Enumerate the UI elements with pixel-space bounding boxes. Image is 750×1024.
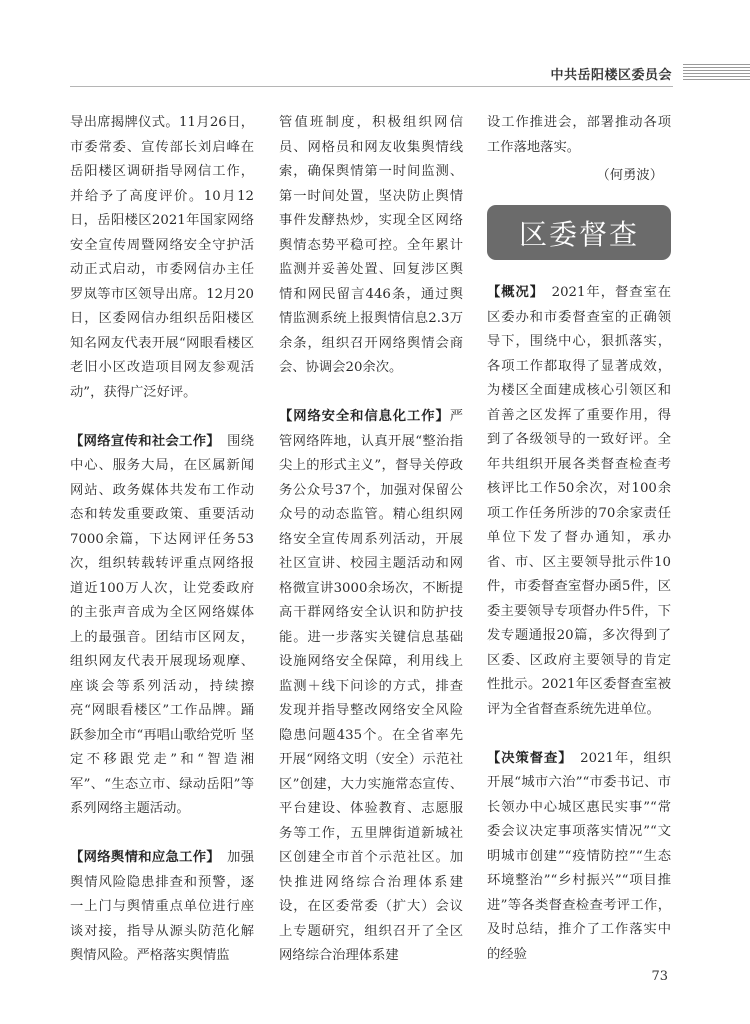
column-3-top — [487, 111, 671, 189]
section-tag: 【网络安全和信息化工作】 — [279, 409, 450, 424]
section-tag: 【决策督查】 — [487, 750, 566, 766]
paragraph-network-security: 【网络安全和信息化工作】严管网络阵地，认真开展“整治指尖上的形式主义”，督导关停政务公众号37个，加强对保留公众号的动态监管。精心组织网络安全宣传周系列活动，开展社区宣讲、校园主题活动和网格微宣讲3000余场次，不断提高干群网络安全认识和防护技能。进一步落实关键信息基础设施网络安全保障，利用线上监测＋线下问诊的方式，排查发现并指导整改网络安全风险隐患问题435个。在全省率先开展“网络文明（安全）示范社区”创建，大力实施常态宣传、平台建设、体验教育、志愿服务等工作，五里牌街道新城社区创建全市首个示范社区。加快推进网络综合治理体系建设，在区委常委（扩大）会议上专题研究，组织召开了全区网络综合治理体系建 — [279, 409, 463, 963]
column-2 — [279, 111, 463, 969]
paragraph-overview: 【概况】 2021年，督查室在区委办和市委督查室的正确领导下，围绕中心，狠抓落实，各项工作都取得了显著成效，为楼区全面建成核心引领区和首善之区发挥了重要作用，得到了各级领导的一致好评。全年共组织开展各类督查检查考核评比工作50余次，对100余项工作任务所涉的70余家责任单位下发了督办通知，承办省、市、区主要领导批示件10件，市委督查室督办函5件，区委主要领导专项督办件5件，下发专题通报20篇，多次得到了区委、区政府主要领导的肯定性批示。2021年区委督查室被评为全省督查系统先进单位。 — [487, 285, 672, 717]
paragraph: 设工作推进会，部署推动各项工作落地落实。 — [487, 115, 671, 155]
page-number: 73 — [651, 969, 668, 984]
paragraph-network-publicity: 【网络宣传和社会工作】 围绕中心、服务大局，在区属新闻网站、政务媒体共发布工作动态和转发重要政策、重要活动7000余篇，下达网评任务53次，组织转载转评重点网络报道近100万人次，让党委政府的主张声音成为全区网络媒体上的最强音。团结市区网友，组织网友代表开展现场观摩、座谈会等系列活动，持续擦亮“网眼看楼区”工作品牌。踊跃参加全市“再唱山歌给党听 坚定不移跟党走”和“智造湘军”、“生态立市、绿动岳阳”等系列网络主题活动。 — [70, 433, 255, 816]
paragraph: 导出席揭牌仪式。11月26日，市委常委、宣传部长刘启峰在岳阳楼区调研指导网信工作，并给予了高度评价。10月12日，岳阳楼区2021年国家网络安全宣传周暨网络安全守护活动正式启动，市委网信办主任罗岚等市区领导出席。12月20日，区委网信办组织岳阳楼区知名网友代表开展“网眼看楼区老旧小区改造项目网友参观活动”，获得广泛好评。 — [70, 115, 254, 400]
section-tag: 【网络舆情和应急工作】 — [70, 850, 214, 865]
section-heading-box — [487, 205, 671, 260]
page-header — [0, 0, 750, 90]
author-signature: （何勇波） — [596, 168, 663, 183]
header-stripes-decoration — [683, 64, 750, 82]
column-1 — [70, 111, 254, 969]
paragraph-decision-supervision: 【决策督查】 2021年，组织开展“城市六治”“市委书记、市长领办中心城区惠民实事”“常委会议决定事项落实情况”“文明城市创建”“疫情防控”“生态环境整治”“乡村振兴”“项目推进”等各类督查检查考评工作，及时总结，推介了工作落实中的经验 — [487, 750, 672, 962]
section-tag: 【概况】 — [487, 285, 538, 300]
paragraph-public-opinion: 【网络舆情和应急工作】 加强舆情风险隐患排查和预警，逐一上门与舆情重点单位进行座谈对接，指导从源头防范化解舆情风险。严格落实舆情监 — [70, 850, 255, 963]
header-rule — [70, 86, 673, 87]
section-heading: 区委督查 — [518, 217, 639, 251]
running-header-title: 中共岳阳楼区委员会 — [550, 68, 672, 83]
paragraph: 管值班制度，积极组织网信员、网格员和网友收集舆情线索，确保舆情第一时间监测、第一时间处置，坚决防止舆情事件发酵热炒，实现全区网络舆情态势平稳可控。全年累计监测并妥善处置、回复涉区舆情和网民留言446条，通过舆情监测系统上报舆情信息2.3万余条，组织召开网络舆情会商会、协调会20余次。 — [279, 115, 463, 375]
section-tag: 【网络宣传和社会工作】 — [70, 433, 214, 449]
column-3-body — [487, 281, 671, 967]
